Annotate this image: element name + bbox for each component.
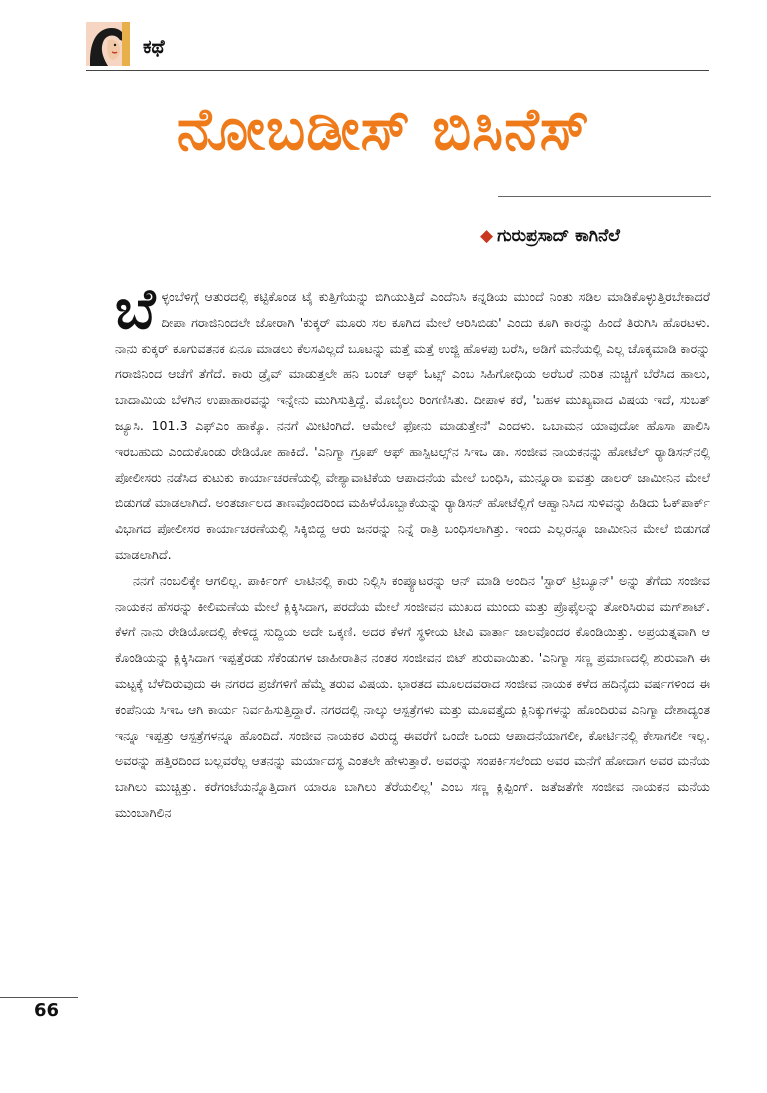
page-number: 66 — [34, 1000, 60, 1021]
author-name: ಗುರುಪ್ರಸಾದ್ ಕಾಗಿನೆಲೆ — [497, 226, 620, 246]
section-label: ಕಥೆ — [143, 36, 165, 58]
footer-divider — [0, 997, 78, 998]
header-divider — [86, 70, 709, 71]
diamond-icon: ◆ — [480, 226, 494, 246]
article-title: ನೋಬಡೀಸ್ ಬಿಸಿನೆಸ್ — [176, 95, 591, 163]
paragraph-2-text: ನನಗೆ ನಂಬಲಿಕ್ಕೇ ಆಗಲಿಲ್ಲ. ಪಾರ್ಕಿಂಗ್ ಲಾಟಿನಲ್ಲಿ ಕಾರು ನಿಲ್ಲಿಸಿ ಕಂಪ್ಯೂಟರನ್ನು ಆನ್ ಮಾಡಿ ಅಂದಿನ 'ಸ್ಟಾರ್ ಟ್ರಿಬ್ಯೂನ್' ಅನ್ನು ತೆಗೆದು ಸಂಜೀವ ನಾಯಕನ ಹೆಸರನ್ನು ಕೀಲಿಮಣೆಯ ಮೇಲೆ ಕ್ಲಿಕ್ಕಿಸಿದಾಗ, ಪರದೆಯ ಮೇಲೆ ಸಂಜೀವನ ಮುಖದ ಮುಂದು ಮತ್ತು ಪ್ರೊಫೈಲನ್ನು ತೋರಿಸಿರುವ ಮಗ್‌ಶಾಟ್. ಕೆಳಗೆ ನಾನು ರೇಡಿಯೋದಲ್ಲಿ ಕೇಳಿದ್ದ ಸುದ್ದಿಯ ಅದೇ ಒಕ್ಕಣಿ. ಅದರ ಕೆಳಗೆ ಸ್ಥಳೀಯ ಟೀವಿ ವಾರ್ತಾ ಜಾಲವೊಂದರ ಕೊಂಡಿಯಿತ್ತು. ಅಪ್ರಯತ್ನವಾಗಿ ಆ ಕೊಂಡಿಯನ್ನು ಕ್ಲಿಕ್ಕಿಸಿದಾಗ ಇಪ್ಪತ್ತೆರಡು ಸೆಕೆಂಡುಗಳ ಜಾಹೀರಾತಿನ ನಂತರ ಸಂಜೀವನ ಬಿಟ್ ಶುರುವಾಯಿತು. 'ಎನಿಗ್ಮಾ ಸಣ್ಣ ಪ್ರಮಾಣದಲ್ಲಿ ಶುರುವಾಗಿ ಈ ಮಟ್ಟಕ್ಕೆ ಬೆಳೆದಿರುವುದು ಈ ನಗರದ ಪ್ರಜೆಗಳಿಗೆ ಹೆಮ್ಮೆ ತರುವ ವಿಷಯ. ಭಾರತದ ಮೂಲದವರಾದ ಸಂಜೀವ ನಾಯಕ ಕಳೆದ ಹದಿನೈದು ವರ್ಷಗಳಿಂದ ಈ ಕಂಪೆನಿಯ ಸಿಇಒ ಆಗಿ ಕಾರ್ಯ ನಿರ್ವಹಿಸುತ್ತಿದ್ದಾರೆ. ನಗರದಲ್ಲಿ ನಾಲ್ಕು ಆಸ್ಪತ್ರೆಗಳು ಮತ್ತು ಮೂವತ್ತೈದು ಕ್ಲಿನಿಕ್ಕುಗಳನ್ನು ಹೊಂದಿರುವ ಎನಿಗ್ಮಾ ದೇಶಾದ್ಯಂತ ಇನ್ನೂ ಇಪ್ಪತ್ತು ಆಸ್ಪತ್ರೆಗಳನ್ನೂ ಹೊಂದಿದೆ. ಸಂಜೀವ ನಾಯಕರ ವಿರುದ್ಧ ಈವರೆಗೆ ಒಂದೇ ಒಂದು ಆಪಾದನೆಯಾಗಲೀ, ಕೋರ್ಟಿನಲ್ಲಿ ಕೇಸಾಗಲೀ ಇಲ್ಲ. ಅವರನ್ನು ಹತ್ತಿರದಿಂದ ಬಲ್ಲವರೆಲ್ಲ ಆತನನ್ನು ಮರ್ಯಾದಸ್ಥ ಎಂತಲೇ ಹೇಳುತ್ತಾರೆ. ಅವರನ್ನು ಸಂಪರ್ಕಿಸಲೆಂದು ಅವರ ಮನೆಗೆ ಹೋದಾಗ ಅವರ ಮನೆಯ ಬಾಗಿಲು ಮುಚ್ಚಿತ್ತು. ಕರೆಗಂಟೆಯನ್ನೊತ್ತಿದಾಗ ಯಾರೂ ಬಾಗಿಲು ತೆರೆಯಲಿಲ್ಲ' ಎಂಬ ಸಣ್ಣ ಕ್ಲಿಪ್ಪಿಂಗ್. ಜತೆಜತೆಗೇ ಸಂಜೀವ ನಾಯಕನ ಮನೆಯ ಮುಂಬಾಗಿಲಿನ — [115, 572, 710, 820]
paragraph-1-text: ಳ್ಳಂಬೆಳಿಗ್ಗೆ ಆತುರದಲ್ಲಿ ಕಟ್ಟಿಕೊಂಡ ಟೈ ಕುತ್ತಿಗೆಯನ್ನು ಬಿಗಿಯುತ್ತಿದೆ ಎಂದೆನಿಸಿ ಕನ್ನಡಿಯ ಮುಂದೆ ನಿಂತು ಸಡಿಲ ಮಾಡಿಕೊಳ್ಳುತ್ತಿರಬೇಕಾದರೆ ದೀಪಾ ಗರಾಜಿನಿಂದಲೇ ಜೋರಾಗಿ 'ಕುಕ್ಕರ್ ಮೂರು ಸಲ ಕೂಗಿದ ಮೇಲೆ ಆರಿಸಿಬಿಡು' ಎಂದು ಕೂಗಿ ಕಾರನ್ನು ಹಿಂದೆ ತಿರುಗಿಸಿ ಹೊರಟಳು. ನಾನು ಕುಕ್ಕರ್ ಕೂಗುವತನಕ ಏನೂ ಮಾಡಲು ಕೆಲಸವಿಲ್ಲದೆ ಬೂಟನ್ನು ಮತ್ತೆ ಮತ್ತೆ ಉಜ್ಜಿ ಹೊಳಪು ಬರೆಸಿ, ಅಡಿಗೆ ಮನೆಯಲ್ಲಿ ಎಲ್ಲ ಚೊಕ್ಕಮಾಡಿ ಕಾರನ್ನು ಗರಾಜಿನಿಂದ ಆಚೆಗೆ ತೆಗೆದೆ. ಕಾರು ಡ್ರೈವ್ ಮಾಡುತ್ತಲೇ ಹನಿ ಬಂಚ್ ಆಫ್ ಓಟ್ಸ್ ಎಂಬ ಸಿಹಿಗೋಧಿಯ ಅರೆಬರೆ ನುರಿತ ನುಚ್ಚಿಗೆ ಬೆರೆಸಿದ ಹಾಲು, ಬಾದಾಮಿಯ ಬೆಳಗಿನ ಉಪಾಹಾರವನ್ನು ಇನ್ನೇನು ಮುಗಿಸುತ್ತಿದ್ದೆ. ಮೊಬೈಲು ರಿಂಗಣಿಸಿತು. ದೀಪಾಳ ಕರೆ, 'ಬಹಳ ಮುಖ್ಯವಾದ ವಿಷಯ ಇದೆ, ಸುಬತ್ ಜ್ಯೂಸಿ. 101.3 ಎಫ್‌ಎಂ ಹಾಕ್ಕೊ. ನನಗೆ ಮೀಟಿಂಗಿದೆ. ಆಮೇಲೆ ಫೋನು ಮಾಡುತ್ತೇನೆ' ಎಂದಳು. ಒಬಾಮನ ಯಾವುದೋ ಹೊಸಾ ಪಾಲಿಸಿ ಇರಬಹುದು ಎಂದುಕೊಂಡು ರೇಡಿಯೋ ಹಾಕಿದೆ. 'ಎನಿಗ್ಮಾ ಗ್ರೂಪ್ ಆಫ್ ಹಾಸ್ಪಿಟಲ್ಸ್‌ನ ಸಿಇಒ ಡಾ. ಸಂಜೀವ ನಾಯಕನನ್ನು ಹೋಟೆಲ್ ರ್‍ಯಾಡಿಸನ್‌ನಲ್ಲಿ ಪೋಲೀಸರು ನಡೆಸಿದ ಕುಟುಕು ಕಾರ್ಯಾಚರಣೆಯಲ್ಲಿ ವೇಶ್ಯಾವಾಟಿಕೆಯ ಆಪಾದನೆಯ ಮೇಲೆ ಬಂಧಿಸಿ, ಮುನ್ನೂರಾ ಐವತ್ತು ಡಾಲರ್ ಜಾಮೀನಿನ ಮೇಲೆ ಬಿಡುಗಡೆ ಮಾಡಲಾಗಿದೆ. ಅಂತರ್ಜಾಲದ ತಾಣವೊಂದರಿಂದ ಮಹಿಳೆಯೊಬ್ಬಾಕೆಯನ್ನು ರ್‍ಯಾಡಿಸನ್ ಹೋಟೆಲ್ಲಿಗೆ ಆಹ್ವಾನಿಸಿದ ಸುಳಿವನ್ನು ಹಿಡಿದು ಓಕ್‌ಪಾರ್ಕ್ ವಿಭಾಗದ ಪೋಲೀಸರ ಕಾರ್ಯಾಚರಣೆಯಲ್ಲಿ ಸಿಕ್ಕಿಬಿದ್ದ ಆರು ಜನರನ್ನು ನಿನ್ನೆ ರಾತ್ರಿ ಬಂಧಿಸಲಾಗಿತ್ತು. ಇಂದು ಎಲ್ಲರನ್ನೂ ಜಾಮೀನಿನ ಮೇಲೆ ಬಿಡುಗಡೆ ಮಾಡಲಾಗಿದೆ. — [115, 289, 710, 562]
article-paragraph-2 — [115, 568, 710, 826]
article-body — [115, 277, 710, 826]
section-logo-icon — [86, 22, 130, 66]
woman-face-illustration-icon — [86, 22, 130, 66]
article-paragraph-1 — [115, 277, 710, 568]
author-divider — [498, 196, 711, 197]
author-byline — [480, 226, 620, 246]
drop-cap: ಬೆ — [115, 277, 156, 342]
